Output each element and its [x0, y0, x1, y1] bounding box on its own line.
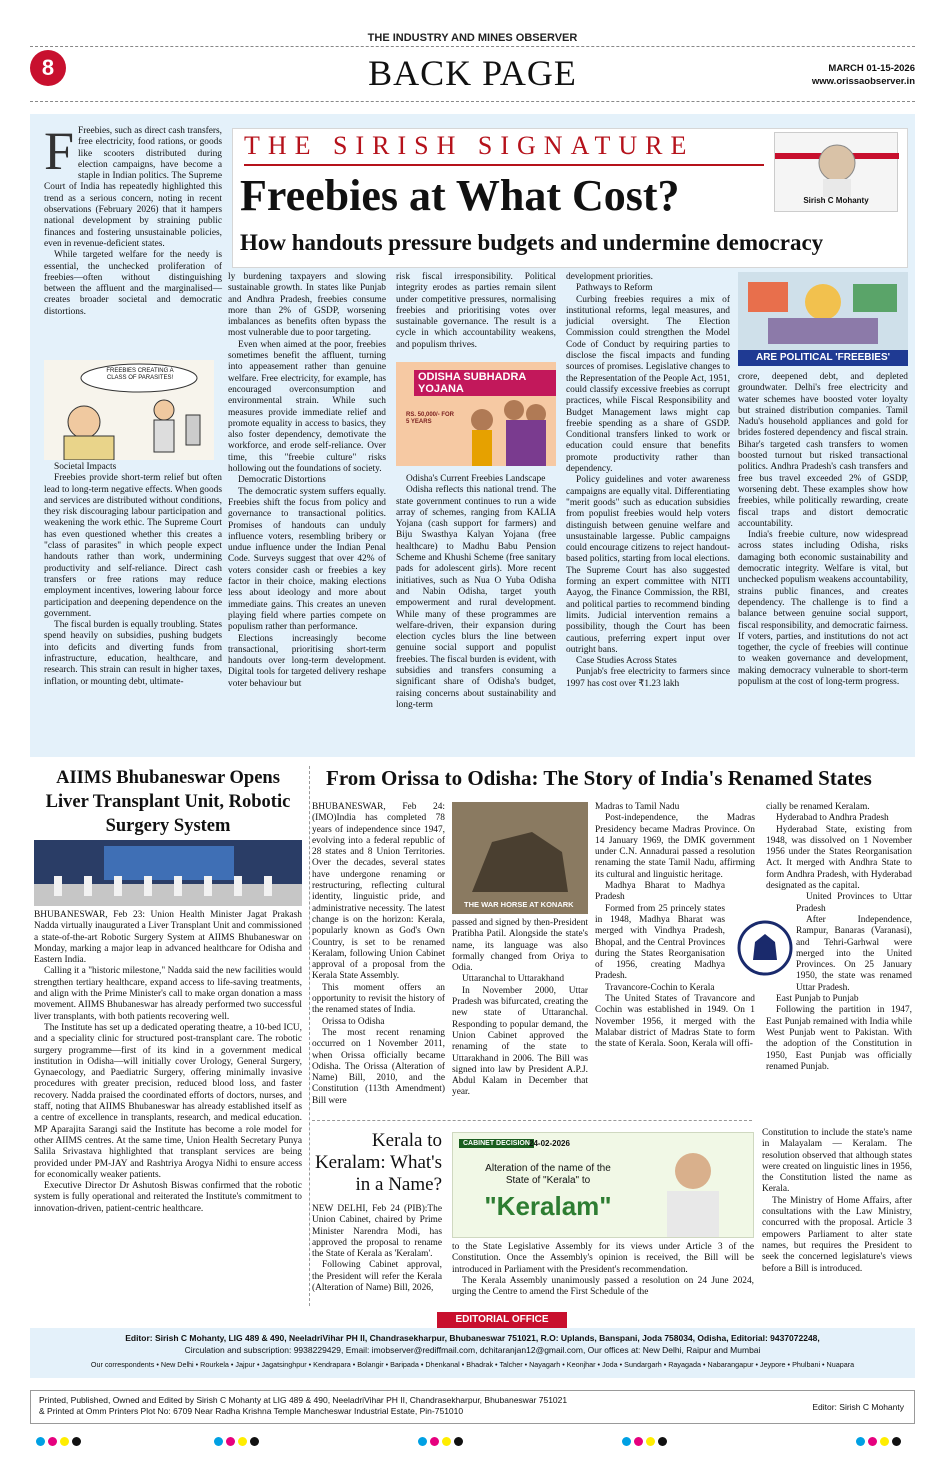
renamed-col4-p1: cially be renamed Keralam. [766, 802, 870, 812]
masthead-rule-top [30, 46, 915, 47]
hyderabad-heading: Hyderabad to Andhra Pradesh [776, 813, 889, 824]
author-portrait-icon [775, 133, 899, 197]
feature-column-1 [44, 121, 222, 318]
imprint-line-1: Printed, Published, Owned and Edited by Sirish C Mohanty at LIG 489 & 490, NeeladriVihar PH II, Chandrasekharpur, Bhubaneswar 751021 [39, 1395, 568, 1405]
feature-subheadline: How handouts pressure budgets and undermine democracy [240, 230, 824, 255]
feature-col1-p2: While targeted welfare for the needy is essential, the unchecked proliferation of freebies—often without distinguishing between the affluent and the marginalised—creates broader societal and democratic distortions. [44, 250, 222, 317]
editorial-line-1: Editor: Sirish C Mohanty, LIG 489 & 490, NeeladriVihar PH II, Chandrasekharpur, Bhubaneswar 751021, R.O: Uplands, Banspani, Joda 758034, Odisha, Editorial: 9437072248, [125, 1333, 820, 1343]
print-registration-marks-right [856, 1433, 904, 1443]
kerala-col1 [312, 1204, 442, 1294]
feature-column-2 [228, 272, 386, 690]
feature-col2-p3: The democratic system suffers equally. Freebies shift the focus from policy and governance to transactional politics. Promises of handouts can unduly influence voters, resembling bribery or undue influence under the Indian Penal Code. Surveys suggest that over 42% of voters consider cash or freebies a key factor in their choice, making elections less about ideology and more about immediate gains. This creates an uneven playing field where parties compete on populism rather than performance. [228, 486, 386, 633]
aiims-headline: AIIMS Bhubaneswar Opens Liver Transplant Unit, Robotic Surgery System [45, 768, 291, 836]
aiims-stage-icon [34, 840, 302, 906]
kerala-col2 [452, 1242, 754, 1298]
feature-column-3 [396, 474, 556, 711]
feature-col1-p1: Freebies, such as direct cash transfers, free electricity, food rations, or goods like scooters distributed during election campaigns, have become a staple in Indian politics. The Supreme Court of India has repeatedly highlighted this trend as a serious concern, noting in recent observations (February 2026) that it hampers national development by straining public finances and fostering unsustainable policies, even in revenue-deficient states. [44, 126, 222, 249]
aiims-event-photo [34, 840, 302, 906]
renamed-col4-p4: Following the partition in 1947, East Punjab remained with India while West Punjab went to Pakistan. With the adoption of the Constitution in 1950, East Punjab was officially renamed Punjab. [766, 1005, 912, 1072]
renamed-col1-p3: The most recent renaming occurred on 1 November 2011, when Orissa officially became Odisha. The Orissa (Alteration of Name) Bill, 2010, and the Constitution (113th Amendment) Bill were [312, 1027, 445, 1106]
kerala-headline: Kerala to Keralam: What's in a Name? [314, 1130, 442, 1195]
united-provinces-heading: United Provinces to Uttar Pradesh [796, 892, 912, 914]
yojana-amount: RS. 50,000/- FOR 5 YEARS [406, 412, 455, 425]
feature-column-4 [566, 272, 730, 690]
website-link[interactable]: www.orissaobserver.in [811, 76, 915, 87]
feature-column-1b [44, 462, 222, 688]
democratic-distortions-heading: Democratic Distortions [238, 475, 326, 486]
feature-col1b-p2: The fiscal burden is equally troubling. States spend heavily on subsidies, pushing budgets into deficits and diverting funds from infrastructure, education, healthcare, and research. This strain can result in higher taxes, inflation, or mounting debt, ultimate- [44, 620, 222, 687]
kerala-col2-p2: The Kerala Assembly unanimously passed a resolution on 24 June 2024, urging the Centre to amend the First Schedule of the [452, 1275, 754, 1298]
editorial-bar [30, 1312, 915, 1328]
print-registration-marks-left [36, 1433, 84, 1443]
feature-headline: Freebies at What Cost? [240, 171, 680, 220]
feature-col3-top: risk fiscal irresponsibility. Political integrity erodes as parties remain silent under competitive pressures, normalising freebies and prioritising votes over sustainable governance. The result is a cycle in which accountability weakens, and populism thrives. [396, 272, 556, 350]
renamed-col4-p2: Hyderabad State, existing from 1948, was dissolved on 1 November 1956 under the States Reorganisation Act. It merged with Andhra State to form Andhra Pradesh, with Hyderabad designated as the capital. [766, 824, 912, 892]
case-studies-heading: Case Studies Across States [576, 656, 677, 667]
feature-col5-p1: crore, deepened debt, and depleted groundwater. Delhi's free electricity and water schemes have boosted voter loyalty but strained distribution companies. Tamil Nadu's household appliances and gold for brides fostered dependency and fiscal strain. Bihar's targeted cash transfers to women boosted turnout but risked transactional politics. Andhra Pradesh's cash transfers and free bus travel exceeded 2% of GSDP, worsening debt. These examples show how freebies, while politically rewarding, create fiscal traps and distort democratic accountability. [738, 372, 908, 529]
feature-col2-p2: Even when aimed at the poor, freebies sometimes benefit the affluent, turning into appeasement rather than genuine welfare. Free electricity, for example, has encouraged overconsumption and environmental strain. While such measures provide immediate relief and promote equality in access to basics, they also foster dependency, demotivate the workforce, and erode self-reliance. Over time, this "freebie culture" risks hollowing out the foundations of society. [228, 339, 386, 475]
renamed-col1-p2: This moment offers an opportunity to revisit the history of the renamed states of India. [312, 982, 445, 1016]
print-registration-marks-3 [418, 1433, 466, 1443]
kerala-divider [312, 1120, 752, 1121]
drop-cap: F [44, 121, 75, 181]
print-registration-marks-4 [622, 1433, 670, 1443]
keralam-cabinet-banner [452, 1132, 754, 1238]
feature-col2-p1: ly burdening taxpayers and slowing sustainable growth. In states like Punjab and Andhra Pradesh, freebies consume more than 2% of GSDP, worsening imbalances as benefits often bypass the most vulnerable due to poor targeting. [228, 272, 386, 339]
renamed-col2-p2: In November 2000, Uttar Pradesh was bifurcated, creating the new state of Uttaranchal. Responding to popular demand, the Union Cabinet approved the renaming of the state to Uttarakhand in 2006. The Bill was signed into law by President A.P.J. Abdul Kalam in December that year. [452, 985, 588, 1098]
editorial-line-2: Circulation and subscription: 9938229429, Email: imobserver@rediffmail.com, dchitaranjan12@gmail.com, Our offices at: New Delhi, Raipur and Mumbai [184, 1345, 761, 1355]
editorial-line-3: Our correspondents • New Delhi • Rourkela • Jajpur • Jagatsinghpur • Kendrapara • Bolangir • Baripada • Dhenkanal • Bhadrak • Talcher • Nayagarh • Keonjhar • Joda • Sundargarh • Rayagada • Nabarangapur • Jeypore • Phulbani • Nuapara [90, 1360, 855, 1369]
feature-column-3-top [396, 272, 556, 351]
aiims-p3: The Institute has set up a dedicated operating theatre, a 10-bed ICU, and a speciality clinic for structured post-transplant care. The robotic surgery programme—first of its kind in a government medical institution in Odisha—will initially cover Urology, General Surgery, Gynaecology, and Paediatric Surgery, offering minimally invasive procedures with greater precision, reduced blood loss, and faster recovery. Nadda praised the coordinated efforts of doctors, nurses, and staff, noting that AIIMS Bhubaneswar has already established itself as a centre of excellence in transplants, research, and medical education. MP Aparajita Sarangi said the Institute has become a role model for other AIIMS centres. At the same time, Union Health Secretary Punya Salila Srivastava highlighted that transplant services are being provided under PM-JAY and Rashtriya Arogya Nidhi to ensure access for economically weaker patients. [34, 1022, 302, 1180]
war-horse-icon [452, 802, 588, 914]
feature-col4-p2: Curbing freebies requires a mix of institutional reforms, legal measures, and judicial oversight. The Election Commission could strengthen the Model Code of Conduct by requiring parties to disclose the fiscal impacts and funding sources of promises. Legislative changes to the Representation of the People Act, 1951, could classify excessive freebies as corrupt practices, while Fiscal Responsibility and Budget Management laws might cap freebie spending as a share of GSDP. Conditional transfers linked to work or education could ensure that benefits promote productivity rather than dependency. [566, 294, 730, 475]
cartoon-caption: FREEBIES CREATING A CLASS OF PARASITES! [106, 368, 174, 381]
political-freebies-image [738, 272, 908, 366]
travancore-heading: Travancore-Cochin to Kerala [605, 982, 715, 993]
masthead-rule-bottom [30, 101, 915, 102]
societal-impacts-heading: Societal Impacts [54, 462, 117, 472]
feature-column-5 [738, 372, 908, 688]
freebies-collage-icon [738, 272, 908, 350]
konark-caption: THE WAR HORSE AT KONARK [464, 900, 574, 909]
column-title: THE SIRISH SIGNATURE [244, 131, 695, 160]
feature-col4-p3: Policy guidelines and voter awareness campaigns are equally vital. Differentiating "merit goods" such as education subsidies from populist freebies would help voters distinguish between genuine welfare and unsustainable largesse. Public campaigns could encourage citizens to reject handout-based politics, starting from local elections. The Supreme Court has also suggested forming an expert committee with NITI Aayog, the Finance Commission, the RBI, and political parties to recommend binding limits. Judicial intervention remains a possibility, though the Court has been cautious, preferring expert input over outright bans. [566, 475, 730, 655]
imprint-line-2: & Printed at Omm Printers Plot No: 6709 Near Radha Krishna Temple Mancheswar Industrial Estate, Pin-751010 [39, 1406, 464, 1416]
author-name: Sirish C Mohanty [803, 196, 869, 205]
feature-col2-p4: Elections increasingly become transactional, prioritising short-term handouts over long-term development. Digital tools for targeted delivery reshape voter behaviour but [228, 633, 386, 689]
issue-date: MARCH 01-15-2026 [828, 63, 915, 74]
aiims-body [34, 910, 302, 1215]
kerala-col3 [762, 1128, 912, 1275]
renamed-states-col1 [312, 802, 445, 1107]
odisha-subhadra-yojana-image [396, 362, 556, 466]
imprint-editor: Editor: Sirish C Mohanty [812, 1402, 904, 1412]
madhya-bharat-heading: Madhya Bharat to Madhya Pradesh [595, 881, 725, 903]
banner-line: Alteration of the name of the State of "Kerala" to [485, 1163, 611, 1186]
east-punjab-heading: East Punjab to Punjab [776, 994, 859, 1005]
section-title: BACK PAGE [368, 53, 577, 93]
renamed-states-col3 [595, 802, 755, 1051]
renamed-col1-p1: BHUBANESWAR, Feb 24: (IMO)India has completed 78 years of independence since 1947, evolving into a federal republic of 28 states and 8 Union Territories. Over the decades, several states have undergone renaming or restructuring, reflecting cultural identity, linguistic pride, and administrative necessity. The latest change is on the horizon: Kerala, popularly known as God's Own Country, is set to be renamed Keralam, following Union Cabinet approval of a proposal from the Kerala State Assembly. [312, 802, 445, 982]
banner-tag: CABINET DECISION [459, 1139, 534, 1148]
feature-col4-p1: development priorities. [566, 272, 653, 282]
konark-war-horse-photo [452, 802, 588, 914]
renamed-col3-p3: The United States of Travancore and Cochin was established in 1949. On 1 November 1956, it merged with the Malabar district of Madras State to form the state of Kerala. Soon, Kerala will offi- [595, 994, 755, 1050]
imprint-box [30, 1390, 915, 1424]
renamed-col3-p1: Post-independence, the Madras Presidency became Madras Province. On 14 January 1969, the DMK government under C.N. Annadurai passed a resolution renaming the state Tamil Nadu, affirming its cultural and linguistic heritage. [595, 813, 755, 880]
aiims-p4: Executive Director Dr Ashutosh Biswas confirmed that the robotic system is fully operational and reiterated the Institute's commitment to innovation-driven, patient-centric healthcare. [34, 1181, 302, 1214]
prime-minister-portrait-icon [653, 1141, 733, 1237]
kerala-col3-p1: Constitution to include the state's name in Malayalam — Keralam. The resolution observed that although states were created on linguistic lines in 1956, the Constitution listed the name as Kerala. [762, 1128, 912, 1195]
issue-date-block [812, 62, 915, 88]
kerala-col2-p1: to the State Legislative Assembly for its views under Article 3 of the Constitution. Once the Assembly's opinion is received, the Bill will be introduced in Parliament with the President's recommendation. [452, 1242, 754, 1275]
yojana-image-label: ODISHA SUBHADRA YOJANA [414, 370, 556, 396]
renamed-states-col4 [766, 802, 912, 1073]
pathways-heading: Pathways to Reform [576, 283, 653, 294]
feature-col4-p4: Punjab's free electricity to farmers since 1997 has cost over ₹1.23 lakh [566, 667, 730, 689]
publication-name: THE INDUSTRY AND MINES OBSERVER [367, 32, 578, 44]
madras-heading: Madras to Tamil Nadu [595, 802, 680, 812]
odisha-landscape-heading: Odisha's Current Freebies Landscape [406, 474, 546, 484]
renamed-states-headline: From Orissa to Odisha: The Story of India's Renamed States [326, 766, 872, 790]
editorial-office-label: EDITORIAL OFFICE [437, 1312, 567, 1328]
aiims-p2: Calling it a "historic milestone," Nadda said the new facilities would strengthen tertiary healthcare, expand access to life-saving treatments, and align with the Prime Minister's call to make organ donation a mass movement. AIIMS Bhubaneswar has already performed two successful liver transplants, with both patients recovering well. [34, 966, 302, 1022]
renamed-col2-p1: passed and signed by then-President Pratibha Patil. Alongside the state's name, its language was also formally changed from Oriya to Odia. [452, 918, 588, 974]
kerala-col3-p2: The Ministry of Home Affairs, after consultations with the Law Ministry, concurred with the proposal. Article 3 empowers Parliament to alter state names, but requires the President to seek the concerned legislature's views before a Bill is introduced. [762, 1195, 912, 1274]
feature-col5-p2: India's freebie culture, now widespread across states including Odisha, risks damaging both economic sustainability and democratic integrity. Welfare is vital, but unchecked populism weakens accountability, strains public finances, and creates dependency. The challenge is to find a balance between genuine social support, fiscal responsibility, and democratic fairness. If voters, parties, and institutions do not act together, the cycle of freebies will continue to weaken governance and development, making democracy vulnerable to short-term populism at the cost of long-term progress. [738, 530, 908, 688]
renamed-col3-p2: Formed from 25 princely states in 1948, Madhya Bharat was merged with Vindhya Pradesh, Bhopal, and the Central Provinces during the States Reorganisation of 1956, creating Madhya Pradesh. [595, 903, 725, 982]
aiims-p1: BHUBANESWAR, Feb 23: Union Health Minister Jagat Prakash Nadda virtually inaugurated a Liver Transplant Unit and commissioned a state-of-the-art Robotic Surgery System at AIIMS Bhubaneswar on Monday, marking a major leap in advanced healthcare for Odisha and Eastern India. [34, 910, 302, 966]
renamed-states-col2 [452, 918, 588, 1099]
feature-col1b-p1: Freebies provide short-term relief but often lead to long-term negative effects. When goods and services are distributed without conditions, they risk discouraging labour participation and weakening the work ethic. The Supreme Court has even questioned whether this creates a "class of parasites" in which people expect handouts rather than work, undermining productivity and self-reliance. Direct cash transfers or free rations may reduce employment incentives, lowering labour force participation and deepening dependence on the government. [44, 473, 222, 619]
kerala-col1-p1: NEW DELHI, Feb 24 (PIB):The Union Cabinet, chaired by Prime Minister Narendra Modi, has approved the proposal to rename the State of Kerala as 'Keralam'. [312, 1204, 442, 1260]
column-divider [309, 766, 310, 1306]
print-registration-marks-2 [214, 1433, 262, 1443]
page-number: 8 [30, 50, 66, 86]
banner-date: 24-02-2026 [529, 1139, 570, 1148]
editorial-office-box [30, 1328, 915, 1378]
column-title-rule [244, 164, 764, 166]
kerala-col1-p2: Following Cabinet approval, the President will refer the Kerala (Alteration of Name) Bill, 2026, [312, 1260, 442, 1294]
orissa-to-odisha-heading: Orissa to Odisha [322, 1016, 385, 1027]
parasites-cartoon [44, 360, 214, 460]
banner-keralam: "Keralam" [484, 1191, 612, 1221]
uttaranchal-heading: Uttaranchal to Uttarakhand [462, 974, 565, 985]
renamed-col4-p3: After Independence, Rampur, Banaras (Varanasi), and Tehri-Garhwal were merged into the United Provinces. On 25 January 1950, the state was renamed Uttar Pradesh. [796, 914, 912, 993]
feature-col3-p1: Odisha reflects this national trend. The state government continues to run a wide array of schemes, ranging from KALIA Yojana (cash support for farmers) and Biju Swasthya Kalyan Yojana (free healthcare) to Madhu Babu Pension Scheme and Khushi Scheme (free sanitary pads for adolescent girls). More recent initiatives, such as Nua O Yuba Odisha and Nabin Odisha, target youth empowerment and rural development. While many of these programmes are welfare-driven, their expansion during election cycles blurs the line between genuine social support and populist freebies. The fiscal burden is evident, with subsidies and transfers consuming a significant share of Odisha's budget, raising concerns about sustainability and long-term [396, 485, 556, 710]
political-freebies-label: ARE POLITICAL 'FREEBIES' [738, 350, 908, 366]
